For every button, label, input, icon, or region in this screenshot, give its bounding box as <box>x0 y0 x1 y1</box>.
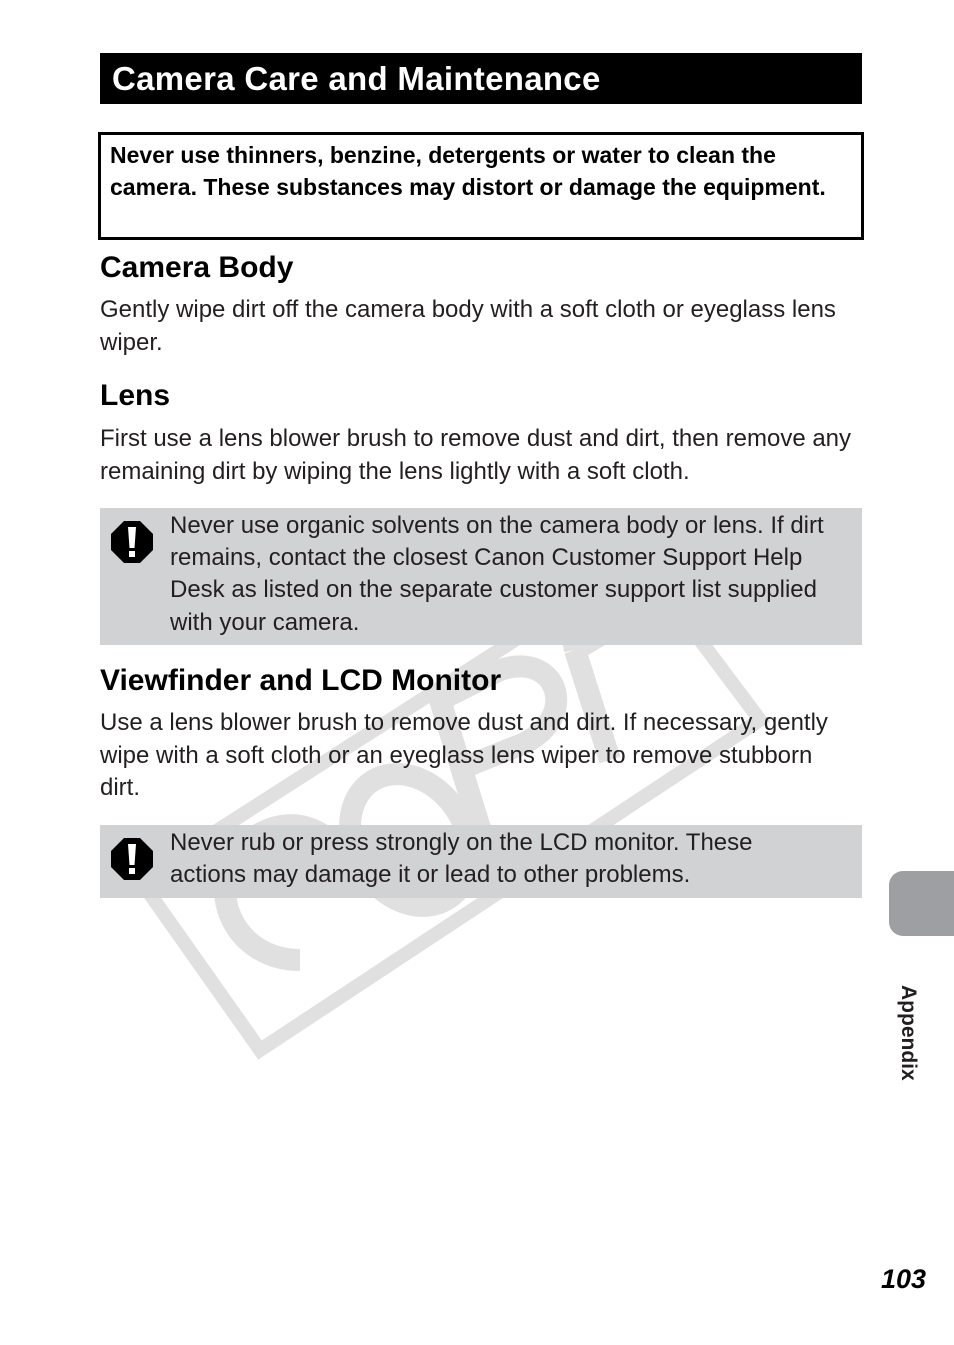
appendix-tab-label: Appendix <box>897 985 920 1081</box>
appendix-tab[interactable] <box>889 871 954 936</box>
caution-icon <box>110 837 154 881</box>
warning-text: Never use thinners, benzine, detergents or water to clean the camera. These substances may distort or damage the equipment. <box>110 142 826 200</box>
viewfinder-heading: Viewfinder and LCD Monitor <box>100 664 502 697</box>
page-title: Camera Care and Maintenance <box>112 60 601 97</box>
page-number: 103 <box>880 1264 926 1294</box>
caution-box-solvents <box>100 508 862 645</box>
page-title-bar <box>100 53 862 104</box>
warning-box <box>98 132 864 240</box>
caution-box-lcd <box>100 825 862 898</box>
camera-body-text: Gently wipe dirt off the camera body with a soft cloth or eyeglass lens wiper. <box>100 296 836 356</box>
lens-text: First use a lens blower brush to remove dust and dirt, then remove any remaining dirt by wiping the lens lightly with a soft cloth. <box>100 425 852 485</box>
caution-text: Never rub or press strongly on the LCD monitor. These actions may damage it or lead to other problems. <box>170 829 753 889</box>
caution-text: Never use organic solvents on the camera body or lens. If dirt remains, contact the closest Canon Customer Support Help Desk as listed on the separate customer support list supplied with your camera. <box>170 512 824 636</box>
lens-heading: Lens <box>100 379 171 412</box>
viewfinder-text: Use a lens blower brush to remove dust and dirt. If necessary, gently wipe with a soft cloth or an eyeglass lens wiper to remove stubborn dirt. <box>100 709 828 801</box>
caution-icon <box>110 520 154 564</box>
camera-body-heading: Camera Body <box>100 251 294 284</box>
